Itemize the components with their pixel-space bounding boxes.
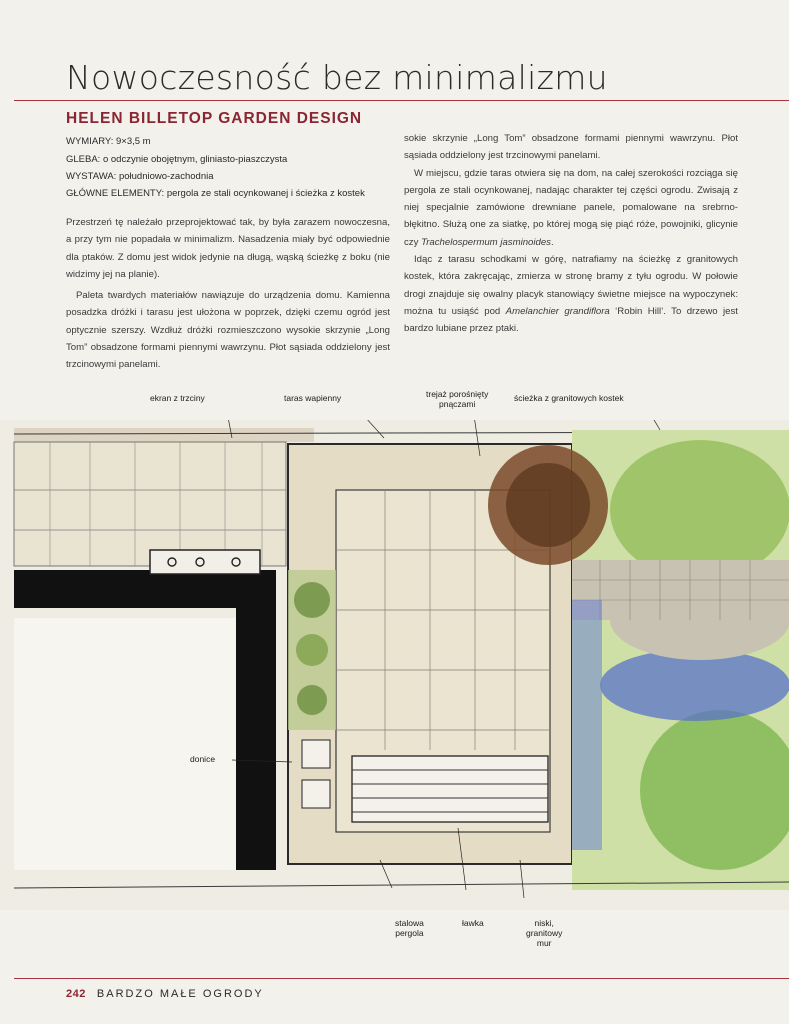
text-run: Idąc z tarasu schodkami w górę, natrafiamy na ścieżkę z granitowych kostek, która zakręcając, zmierza w stronę bramy z tyłu ogrodu. W połowie drogi znajduje się owalny placyk stanowiący świetne miejsce na wypoczynek: można tu usiąść pod <box>404 254 738 317</box>
label-line: pergola <box>395 928 424 938</box>
spec-key: GLEBA: <box>66 154 101 165</box>
footer <box>66 988 264 1000</box>
spec-exposure <box>66 170 214 183</box>
label-line: pnączami <box>438 399 476 409</box>
label-limestone-terrace: taras wapienny <box>284 393 342 403</box>
spec-key: GŁÓWNE ELEMENTY: <box>66 188 165 199</box>
label-line: niski, <box>534 918 554 928</box>
label-bench: ławka <box>462 918 484 928</box>
body-paragraph: Paleta twardych materiałów nawiązuje do urządzenia domu. Kamienna posadzka dróżki i tarasu jest ułożona w poprzek, dzięki czemu ogród jest optycznie szerszy. Wzdłuż dróżki rozmieszczono wysokie skrzynie „Long Tom” obsadzone formami piennymi wawrzynu. Płot sąsiada oddzielony jest trzcinowymi panelami. <box>66 290 390 371</box>
label-pots: donice <box>190 754 216 764</box>
spec-value: o odczynie obojętnym, gliniasto-piaszczysta <box>102 154 288 165</box>
body-paragraph: Przestrzeń tę należało przeprojektować tak, by była zarazem nowoczesna, a przy tym nie popadała w minimalizm. Nasadzenia miały być odpowiednie dla ptaków. Z domu jest widok jedynie na długą, wąską ścieżkę z boku (nie widzimy jej na planie). <box>66 217 390 280</box>
text-run: . <box>550 236 554 248</box>
section-title: BARDZO MAŁE OGRODY <box>96 988 264 1000</box>
plant-name: Amelanchier grandiflora <box>505 305 610 317</box>
label-line: mur <box>536 938 552 948</box>
page-title: Nowoczesność bez minimalizmu <box>66 58 608 97</box>
blue-planting-strip <box>572 600 602 850</box>
spec-value: 9×3,5 m <box>115 136 151 147</box>
left-column <box>66 214 390 374</box>
label-trellis <box>426 389 488 409</box>
page-number: 242 <box>66 988 86 1000</box>
label-low-wall <box>526 918 562 948</box>
spec-key: WYMIARY: <box>66 136 114 147</box>
left-paving <box>14 442 286 566</box>
body-paragraph <box>404 165 738 251</box>
spec-elements <box>66 187 365 200</box>
spec-dimensions <box>66 135 151 148</box>
spec-soil <box>66 153 287 166</box>
body-paragraph <box>404 251 738 337</box>
granite-path <box>572 560 789 620</box>
title-rule <box>14 100 789 101</box>
spec-value: południowo-zachodnia <box>118 171 214 182</box>
label-reed-screen: ekran z trzciny <box>150 393 205 403</box>
designer-heading: HELEN BILLETOP GARDEN DESIGN <box>66 110 363 127</box>
bench <box>352 756 548 822</box>
plant-name: Trachelospermum jasminoides <box>421 236 551 248</box>
label-line: trejaż porośnięty <box>426 389 489 399</box>
label-line: granitowy <box>526 928 563 938</box>
garden-plan-illustration <box>0 420 789 910</box>
text-run: W miejscu, gdzie taras otwiera się na dom, na całej szerokości rozciąga się pergola ze stali ocynkowanej, nadając charakter tej części ogrodu. Zwisają z niej specjalnie zamówione drewniane panele, pomalowane na srebrno-błękitno. Służą one za siatkę, po której mogą się piąć róże, powojniki, glicynie czy <box>404 167 738 248</box>
body-paragraph: sokie skrzynie „Long Tom” obsadzone formami piennymi wawrzynu. Płot sąsiada oddzielony jest trzcinowymi panelami. <box>404 133 738 162</box>
label-line: stalowa <box>395 918 424 928</box>
spec-key: WYSTAWA: <box>66 171 117 182</box>
label-granite-path: ścieżka z granitowych kostek <box>514 393 624 403</box>
house-outline <box>14 550 276 870</box>
footer-rule <box>14 978 789 979</box>
text-run: ‘Robin Hill’. To drzewo jest bardzo lubiane przez ptaki. <box>404 305 738 335</box>
label-steel-pergola <box>395 918 424 938</box>
spec-value: pergola ze stali ocynkowanej i ścieżka z kostek <box>166 188 365 199</box>
right-column <box>404 130 738 338</box>
